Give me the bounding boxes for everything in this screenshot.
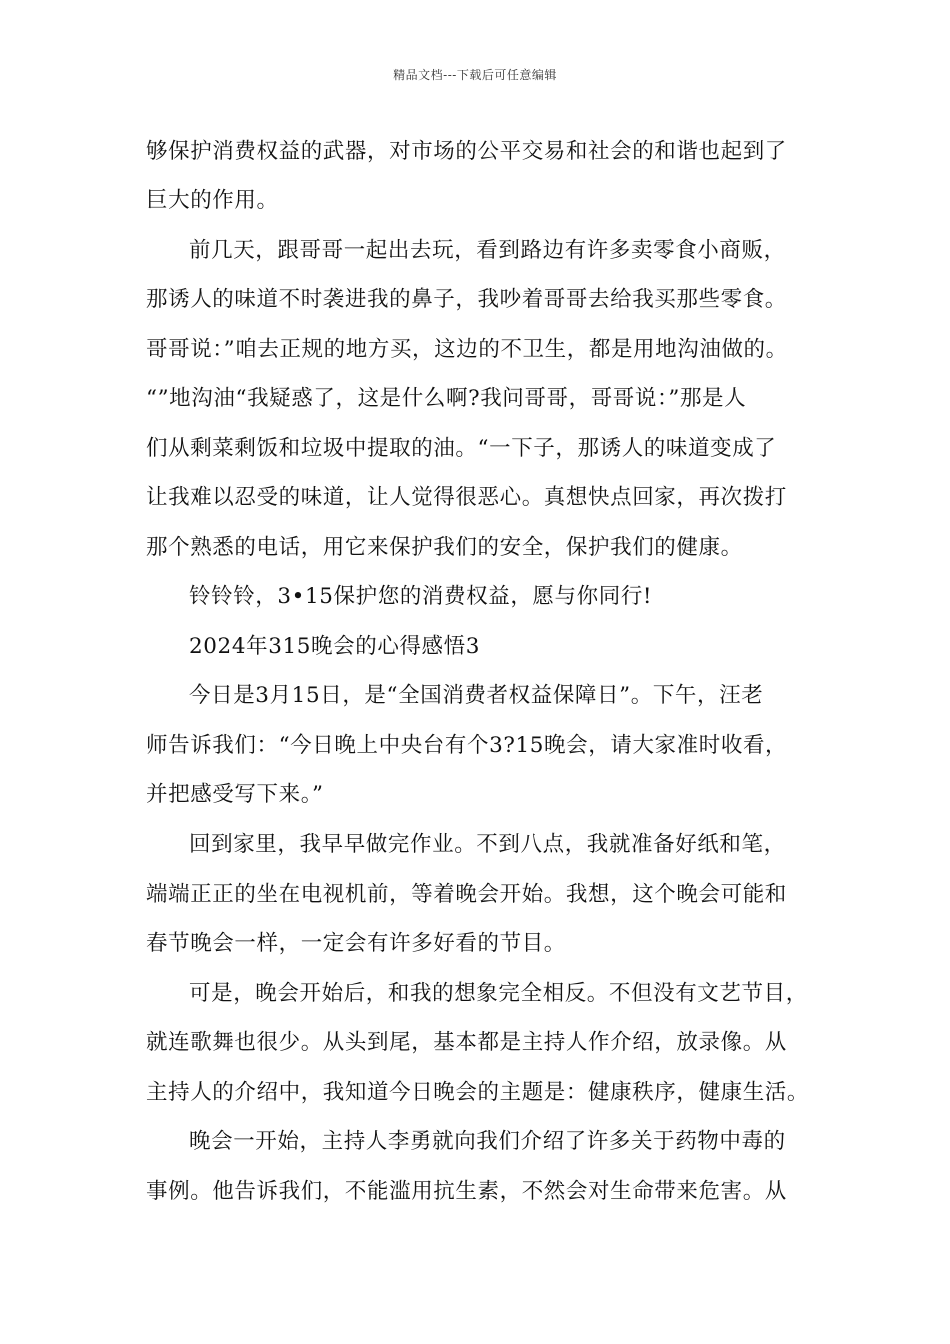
text-line: 师告诉我们：“今日晚上中央台有个3?15晚会，请大家准时收看， xyxy=(146,733,788,758)
text-line: 够保护消费权益的武器，对市场的公平交易和社会的和谐也起到了 xyxy=(146,139,787,164)
text-line: 并把感受写下来。” xyxy=(146,782,324,807)
text-line: 前几天，跟哥哥一起出去玩，看到路边有许多卖零食小商贩， xyxy=(189,238,786,263)
text-line: 巨大的作用。 xyxy=(146,188,279,213)
text-line: 们从剩菜剩饭和垃圾中提取的油。“一下子，那诱人的味道变成了 xyxy=(146,436,777,461)
text-line: 那诱人的味道不时袭进我的鼻子，我吵着哥哥去给我买那些零食。 xyxy=(146,287,787,312)
text-line: 让我难以忍受的味道，让人觉得很恶心。真想快点回家，再次拨打 xyxy=(146,485,787,510)
text-line: “”地沟油“我疑惑了，这是什么啊?我问哥哥，哥哥说：”那是人 xyxy=(146,386,747,411)
text-line: 回到家里，我早早做完作业。不到八点，我就准备好纸和笔， xyxy=(189,832,786,857)
page-header: 精品文档---下载后可任意编辑 xyxy=(393,68,557,82)
section-heading: 2024年315晚会的心得感悟3 xyxy=(189,634,481,659)
text-line: 铃铃铃，3•15保护您的消费权益，愿与你同行! xyxy=(189,584,653,609)
text-line: 今日是3月15日，是“全国消费者权益保障日”。下午，汪老 xyxy=(189,683,764,708)
text-line: 就连歌舞也很少。从头到尾，基本都是主持人作介绍，放录像。从 xyxy=(146,1030,787,1055)
text-line: 那个熟悉的电话，用它来保护我们的安全，保护我们的健康。 xyxy=(146,535,743,560)
text-line: 主持人的介绍中，我知道今日晚会的主题是：健康秩序，健康生活。 xyxy=(146,1080,810,1105)
text-line: 哥哥说：”咱去正规的地方买，这边的不卫生，都是用地沟油做的。 xyxy=(146,337,788,362)
text-line: 春节晚会一样，一定会有许多好看的节目。 xyxy=(146,931,566,956)
text-line: 事例。他告诉我们，不能滥用抗生素，不然会对生命带来危害。从 xyxy=(146,1179,787,1204)
text-line: 晚会一开始，主持人李勇就向我们介绍了许多关于药物中毒的 xyxy=(189,1129,786,1154)
text-line: 可是，晚会开始后，和我的想象完全相反。不但没有文艺节目， xyxy=(189,981,808,1006)
text-line: 端端正正的坐在电视机前，等着晚会开始。我想，这个晚会可能和 xyxy=(146,882,787,907)
